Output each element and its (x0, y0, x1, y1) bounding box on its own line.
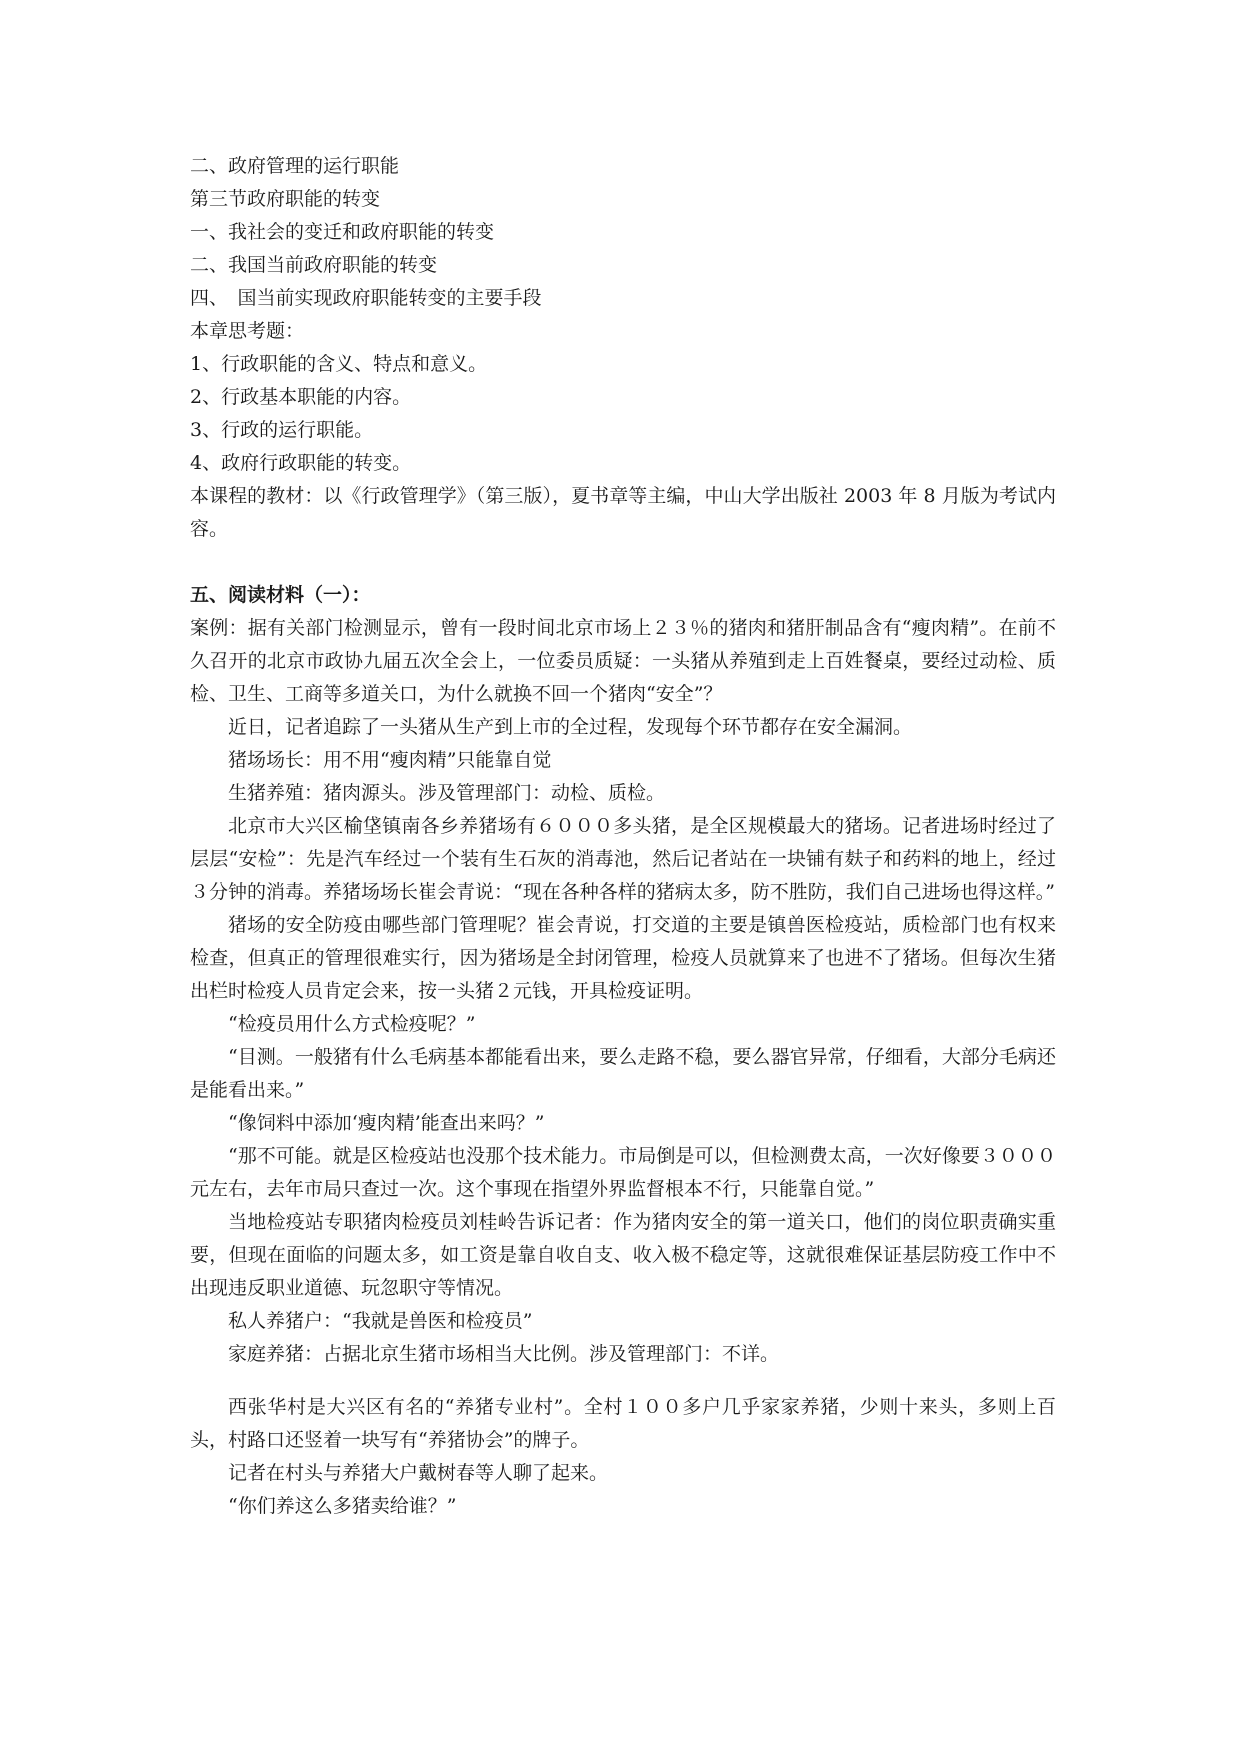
reading-title: 五、阅读材料（一）： (190, 584, 371, 606)
paragraph: 记者在村头与养猪大户戴树春等人聊了起来。 (228, 1462, 609, 1484)
paragraph: 北京市大兴区榆垡镇南各乡养猪场有６０００多头猪，是全区规模最大的猪场。记者进场时经过了层层“安检”：先是汽车经过一个装有生石灰的消毒池，然后记者站在一块铺有麸子和药料的地上，经过３分钟的消毒。养猪场场长崔会青说：“现在各种各样的猪病太多，防不胜防，我们自己进场也得这样。” (190, 815, 1056, 903)
dialogue-line: “那不可能。就是区检疫站也没那个技术能力。市局倒是可以，但检测费太高，一次好像要３０００元左右，去年市局只查过一次。这个事现在指望外界监督根本不行，只能靠自觉。” (190, 1145, 1056, 1200)
review-questions-heading: 本章思考题： (190, 320, 305, 342)
paragraph: 西张华村是大兴区有名的“养猪专业村”。全村１００多户几乎家家养猪，少则十来头，多则上百头，村路口还竖着一块写有“养猪协会”的牌子。 (190, 1396, 1056, 1451)
paragraph: 近日，记者追踪了一头猪从生产到上市的全过程，发现每个环节都存在安全漏洞。 (228, 716, 913, 738)
outline-line: 第三节政府职能的转变 (190, 188, 381, 210)
outline-line: 二、我国当前政府职能的转变 (190, 254, 438, 276)
paragraph: 当地检疫站专职猪肉检疫员刘桂岭告诉记者：作为猪肉安全的第一道关口，他们的岗位职责确实重要，但现在面临的问题太多，如工资是靠自收自支、收入极不稳定等，这就很难保证基层防疫工作中不出现违反职业道德、玩忽职守等情况。 (190, 1211, 1056, 1299)
blank-line (190, 546, 1056, 579)
reading-body-part1 (190, 711, 1056, 1371)
paragraph: 猪场的安全防疫由哪些部门管理呢？崔会青说，打交道的主要是镇兽医检疫站，质检部门也有权来检查，但真正的管理很难实行，因为猪场是全封闭管理，检疫人员就算来了也进不了猪场。但每次生猪出栏时检疫人员肯定会来，按一头猪２元钱，开具检疫证明。 (190, 914, 1056, 1002)
subheading: 私人养猪户：“我就是兽医和检疫员” (228, 1310, 533, 1332)
textbook-note: 本课程的教材：以《行政管理学》（第三版），夏书章等主编，中山大学出版社 2003 年 8 月版为考试内容。 (190, 485, 1056, 540)
review-question: 3、行政的运行职能。 (190, 419, 374, 441)
paragraph: 生猪养殖：猪肉源头。涉及管理部门：动检、质检。 (228, 782, 666, 804)
review-question: 1、行政职能的含义、特点和意义。 (190, 353, 488, 375)
document-page (190, 150, 1056, 1523)
chapter-outline (190, 150, 1056, 480)
dialogue-line: “目测。一般猪有什么毛病基本都能看出来，要么走路不稳，要么器官异常，仔细看，大部分毛病还是能看出来。” (190, 1046, 1056, 1101)
review-question: 2、行政基本职能的内容。 (190, 386, 412, 408)
subheading: 猪场场长：用不用“瘦肉精”只能靠自觉 (228, 749, 552, 771)
dialogue-line: “像饲料中添加‘瘦肉精’能查出来吗？” (228, 1112, 545, 1134)
blank-line (190, 1371, 1056, 1391)
dialogue-line: “你们养这么多猪卖给谁？” (228, 1495, 457, 1517)
outline-line: 二、政府管理的运行职能 (190, 155, 400, 177)
reading-body-part2 (190, 1391, 1056, 1523)
outline-line: 一、我社会的变迁和政府职能的转变 (190, 221, 495, 243)
outline-line: 四、 国当前实现政府职能转变的主要手段 (190, 287, 542, 309)
paragraph: 家庭养猪：占据北京生猪市场相当大比例。涉及管理部门：不详。 (228, 1343, 780, 1365)
review-question: 4、政府行政职能的转变。 (190, 452, 412, 474)
dialogue-line: “检疫员用什么方式检疫呢？” (228, 1013, 476, 1035)
case-intro: 案例：据有关部门检测显示，曾有一段时间北京市场上２３％的猪肉和猪肝制品含有“瘦肉精”。在前不久召开的北京市政协九届五次全会上，一位委员质疑：一头猪从养殖到走上百姓餐桌，要经过动检、质检、卫生、工商等多道关口，为什么就换不回一个猪肉“安全”？ (190, 617, 1056, 705)
